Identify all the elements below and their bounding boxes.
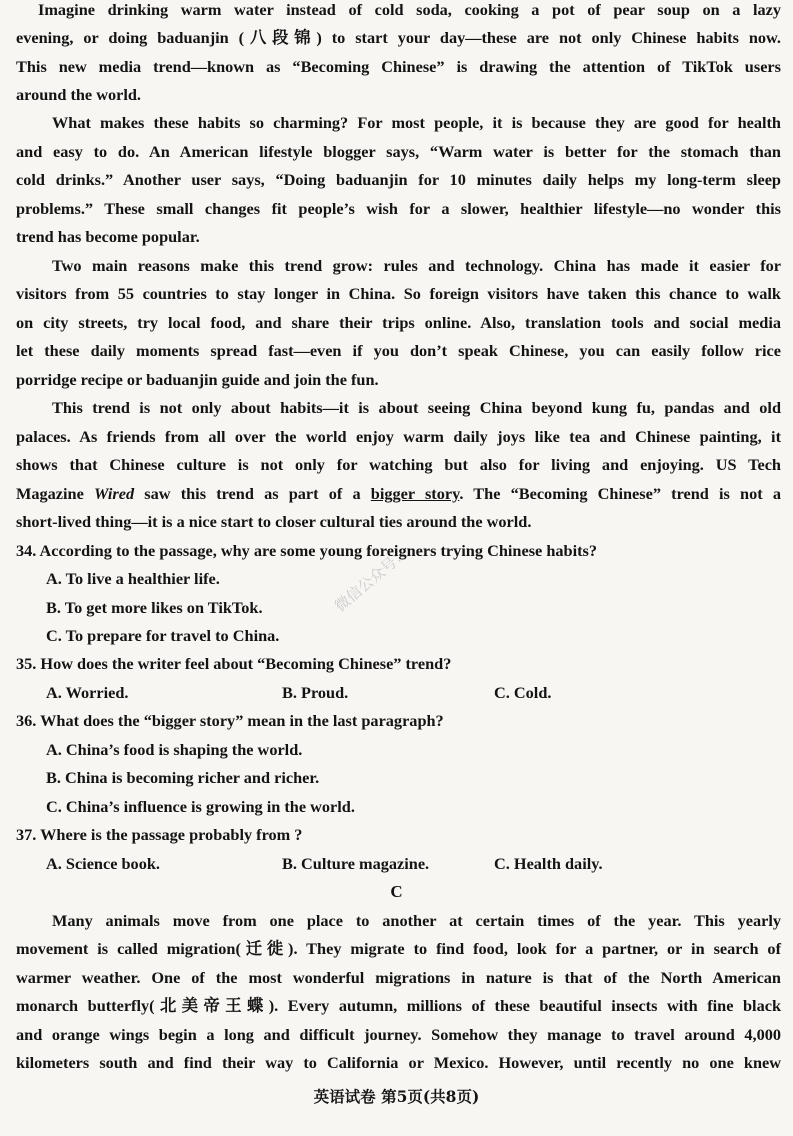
option-35-c: C. Cold. — [494, 683, 552, 702]
question-34-stem: 34. According to the passage, why are some young foreigners trying Chinese habits? — [16, 541, 597, 560]
passage-line: warmer weather. One of the most wonderful migrations in nature is that of the North American — [16, 968, 781, 987]
bigger-story-underline: bigger story — [370, 484, 460, 503]
passage-line: cold drinks.” Another user says, “Doing baduanjin for 10 minutes daily helps my long-term sleep — [16, 170, 781, 189]
page-footer: 英语试卷 第5页(共8页) — [313, 1087, 480, 1106]
option-37-c: C. Health daily. — [494, 854, 603, 873]
passage-line: Many animals move from one place to another at certain times of the year. This yearly — [52, 911, 781, 930]
section-c-heading: C — [390, 882, 403, 901]
question-35-stem: 35. How does the writer feel about “Becoming Chinese” trend? — [16, 654, 452, 673]
passage-line: This trend is not only about habits—it is about seeing China beyond kung fu, pandas and old — [52, 398, 781, 417]
option-35-a: A. Worried. — [46, 683, 129, 702]
passage-line: on city streets, try local food, and share their trips online. Also, translation tools and social media — [16, 313, 781, 332]
passage-line: palaces. As friends from all over the world enjoy warm daily joys like tea and Chinese painting, it — [16, 427, 781, 446]
passage-line: trend has become popular. — [16, 227, 200, 246]
watermark: 微信公众号： — [331, 543, 412, 616]
option-34-a: A. To live a healthier life. — [46, 569, 220, 588]
passage-line: Two main reasons make this trend grow: rules and technology. China has made it easier for — [52, 256, 781, 275]
option-37-b: B. Culture magazine. — [282, 854, 430, 873]
passage-line: monarch butterfly(北美帝王蝶). Every autumn, millions of these beautiful insects with fine black — [16, 996, 781, 1015]
passage-line: around the world. — [16, 85, 141, 104]
passage-line: kilometers south and find their way to California or Mexico. However, until recently no one knew — [16, 1053, 781, 1072]
option-36-b: B. China is becoming richer and richer. — [46, 768, 320, 787]
question-37-stem: 37. Where is the passage probably from ? — [16, 825, 303, 844]
passage-line: problems.” These small changes fit people’s wish for a slower, healthier lifestyle—no wonder this — [16, 199, 781, 218]
passage-line: Imagine drinking warm water instead of cold soda, cooking a pot of pear soup on a lazy — [38, 0, 781, 19]
question-36-stem: 36. What does the “bigger story” mean in the last paragraph? — [16, 711, 444, 730]
passage-line: evening, or doing baduanjin (八段锦) to start your day—these are not only Chinese habits now. — [16, 28, 781, 47]
passage-line: let these daily moments spread fast—even if you don’t speak Chinese, you can easily follow rice — [16, 341, 781, 360]
option-36-a: A. China’s food is shaping the world. — [46, 740, 303, 759]
passage-line: movement is called migration(迁徙). They migrate to find food, look for a partner, or in search of — [16, 939, 781, 958]
passage-line: porridge recipe or baduanjin guide and join the fun. — [16, 370, 379, 389]
option-34-b: B. To get more likes on TikTok. — [46, 598, 263, 617]
passage-line: Magazine Wired saw this trend as part of a bigger story. The “Becoming Chinese” trend is not a — [16, 484, 781, 503]
magazine-name: Wired — [94, 484, 135, 503]
option-34-c: C. To prepare for travel to China. — [46, 626, 280, 645]
option-36-c: C. China’s influence is growing in the world. — [46, 797, 355, 816]
passage-line: and orange wings begin a long and difficult journey. Somehow they manage to travel around 4,000 — [16, 1025, 781, 1044]
passage-line: and easy to do. An American lifestyle blogger says, “Warm water is better for the stomach than — [16, 142, 781, 161]
passage-line: What makes these habits so charming? For most people, it is because they are good for health — [52, 113, 781, 132]
passage-line: short-lived thing—it is a nice start to closer cultural ties around the world. — [16, 512, 532, 531]
passage-line: This new media trend—known as “Becoming Chinese” is drawing the attention of TikTok users — [16, 57, 781, 76]
passage-line: visitors from 55 countries to stay longer in China. So foreign visitors have taken this chance to walk — [16, 284, 781, 303]
passage-line: shows that Chinese culture is not only for watching but also for living and enjoying. US Tech — [16, 455, 781, 474]
option-35-b: B. Proud. — [282, 683, 349, 702]
option-37-a: A. Science book. — [46, 854, 160, 873]
